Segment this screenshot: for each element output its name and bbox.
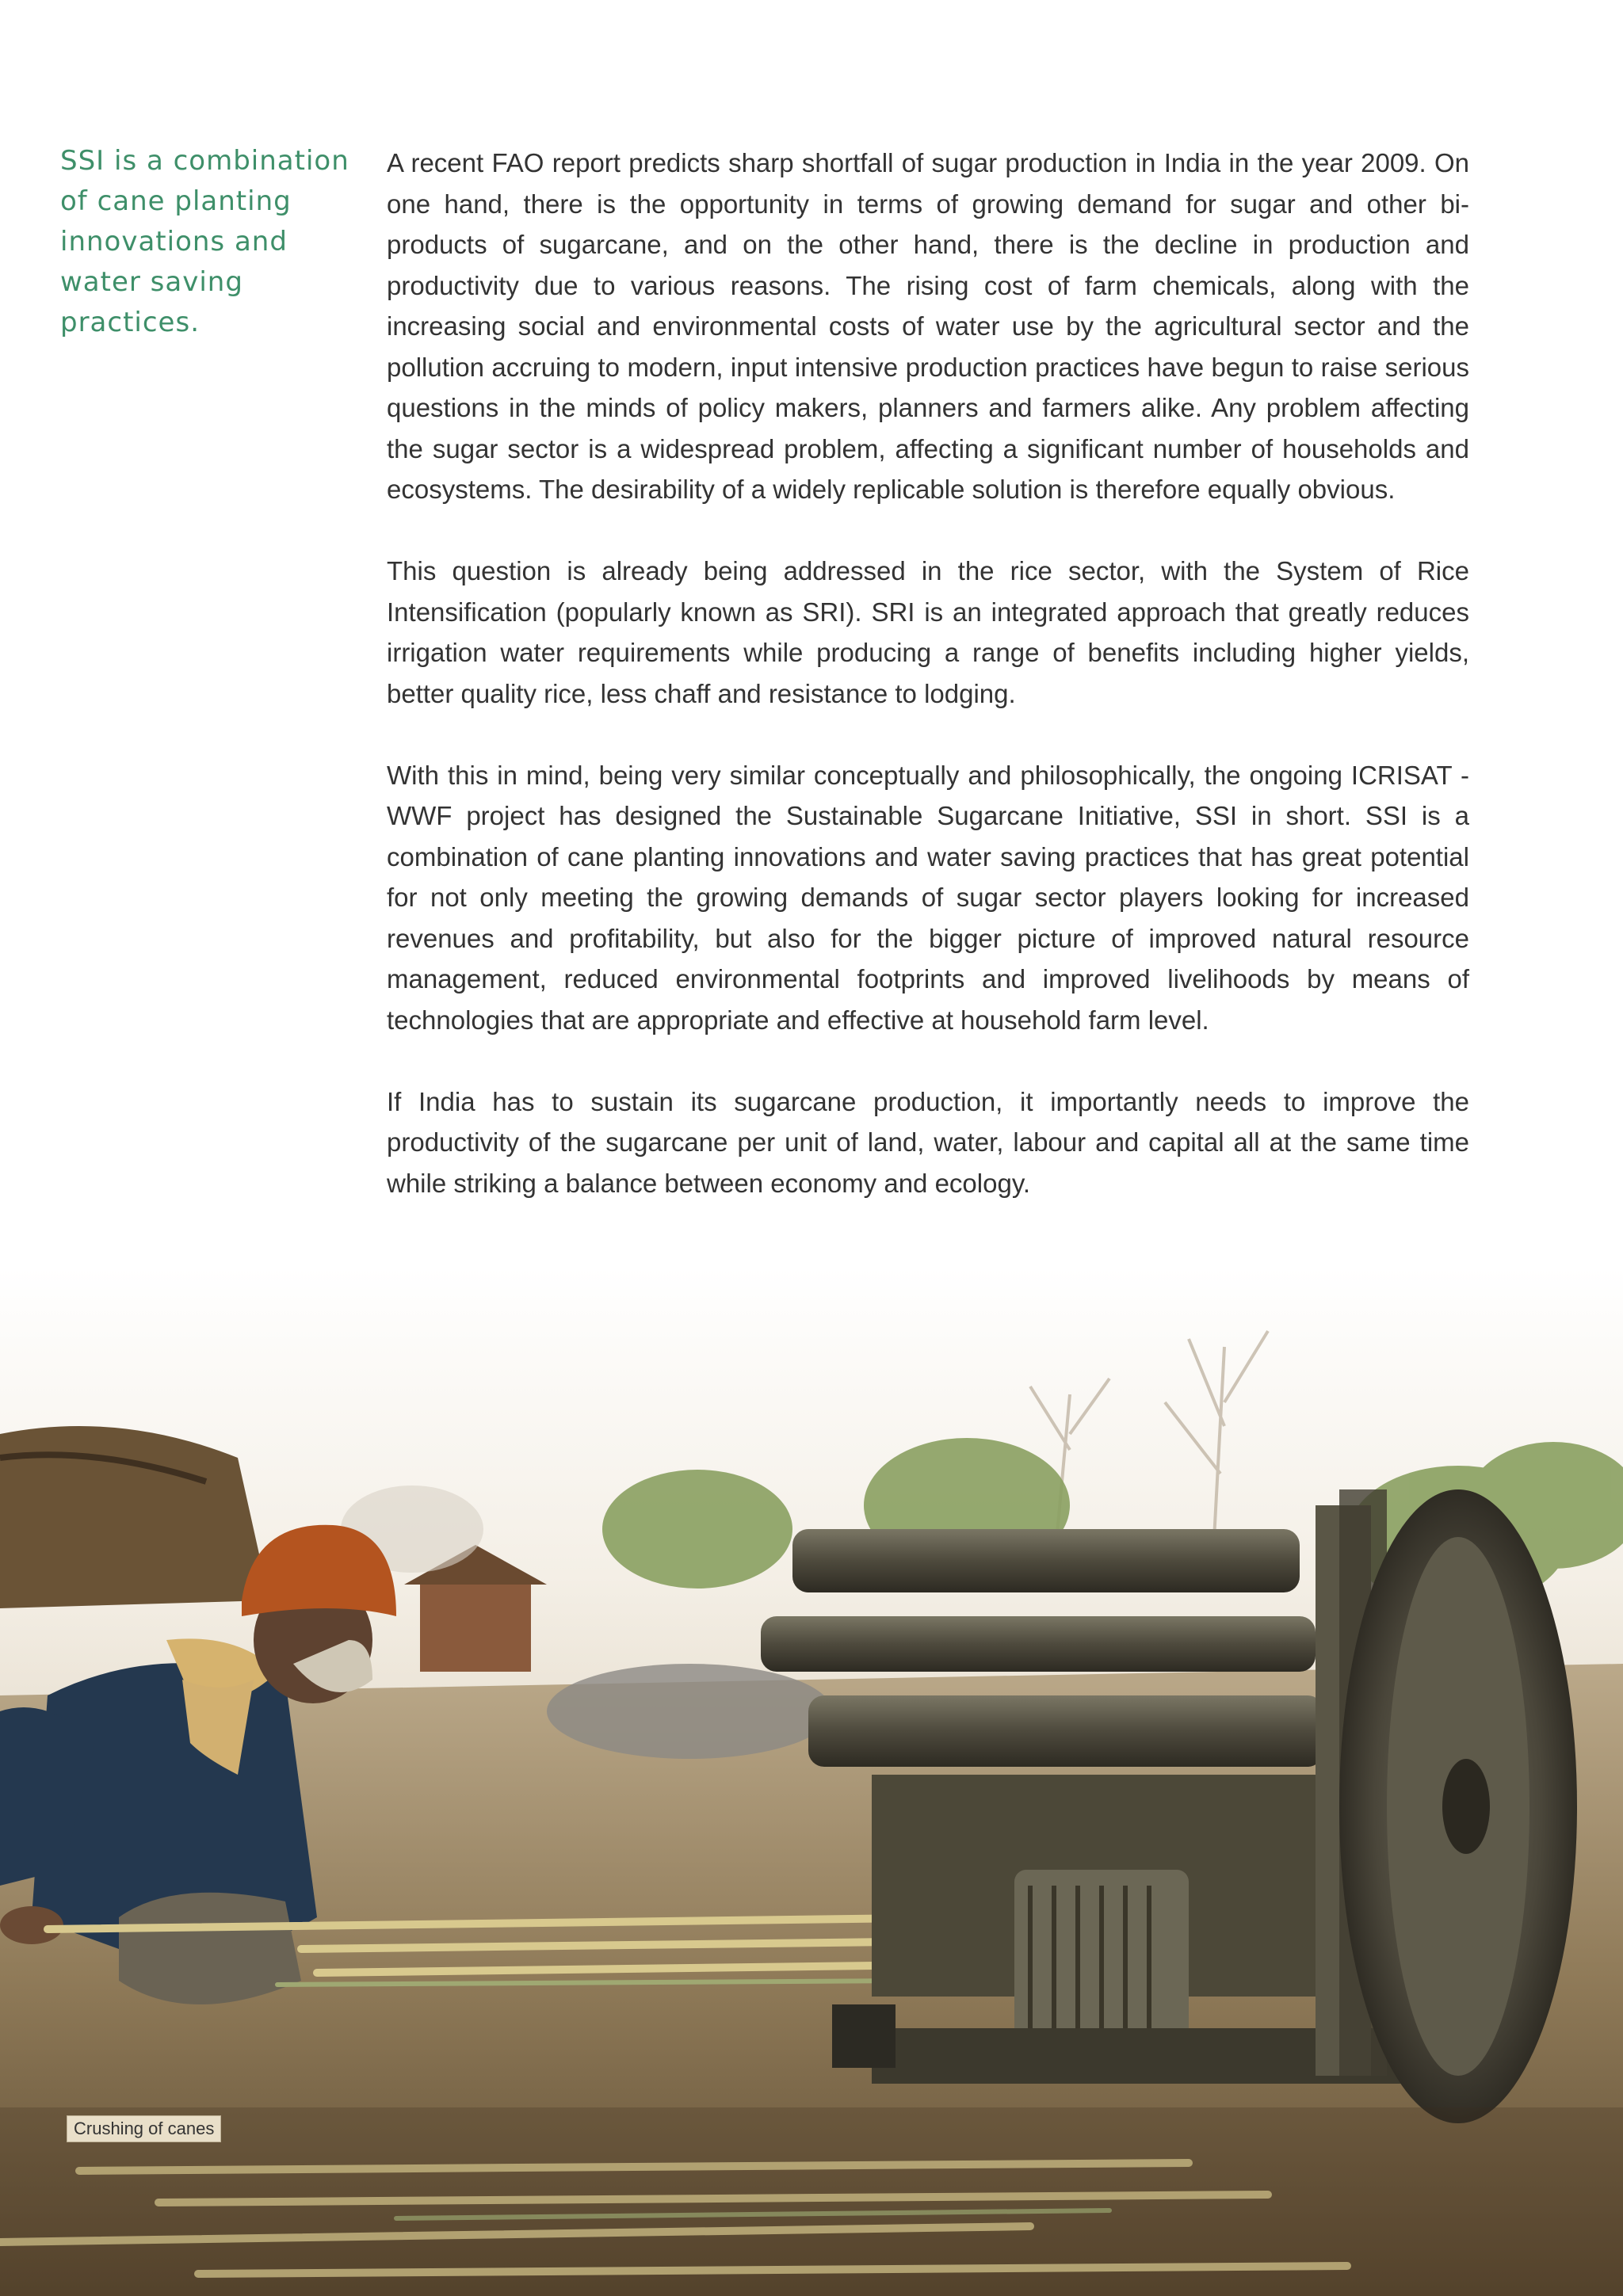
photo-caption: Crushing of canes xyxy=(67,2115,221,2142)
pull-quote: SSI is a combination of cane planting innovations and water saving practices. xyxy=(60,145,349,338)
paragraph-1: A recent FAO report predicts sharp shortfall of sugar production in India in the year 2009. On one hand, there is the opportunity in terms of growing demand for sugar and other bi-products of sugarcane, and on the other hand, there is the decline in production and productivity due to various reasons. The rising cost of farm chemicals, along with the increasing social and environmental costs of water use by the agricultural sector and the pollution accruing to modern, input intensive production practices have begun to raise serious questions in the minds of policy makers, planners and farmers alike. Any problem affecting the sugar sector is a widespread problem, affecting a significant number of households and ecosystems. The desirability of a widely replicable solution is therefore equally obvious. xyxy=(387,148,1469,504)
cane-crusher-machine xyxy=(761,1489,1577,2123)
paragraph-3: With this in mind, being very similar conceptually and philosophically, the ongoing ICRISAT - WWF project has designed the Sustainable Sugarcane Initiative, SSI in short. SSI is a combination of cane planting innovations and water saving practices that has great potential for not only meeting the growing demands of sugar sector players looking for increased revenues and profitability, but also for the bigger picture of improved natural resource management, reduced environmental footprints and improved livelihoods by means of technologies that are appropriate and effective at household farm level. xyxy=(387,760,1469,1035)
paragraph-2: This question is already being addressed in the rice sector, with the System of Rice Intensification (popularly known as SRI). SRI is an integrated approach that greatly reduces irrigation water requirements while producing a range of benefits including higher yields, better quality rice, less chaff and resistance to lodging. xyxy=(387,556,1469,708)
paragraph-4: If India has to sustain its sugarcane production, it importantly needs to improve the productivity of the sugarcane per unit of land, water, labour and capital all at the same time while striking a balance between economy and ecology. xyxy=(387,1086,1469,1198)
cane-crushing-photo xyxy=(0,1268,1623,2296)
article-body xyxy=(387,143,1469,1245)
